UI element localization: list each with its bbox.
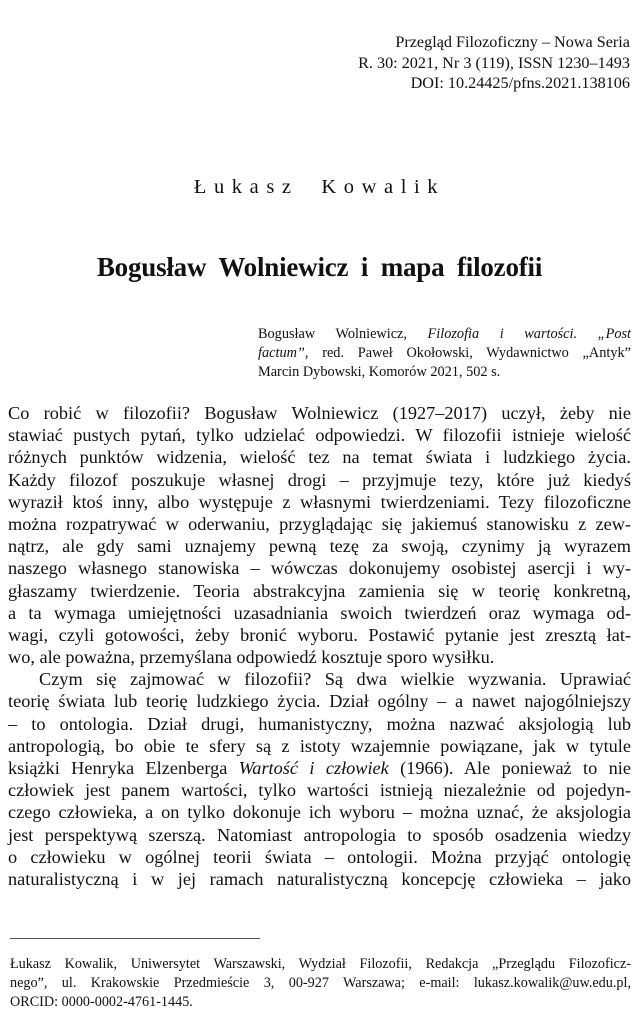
bibref-text: Marcin Dybowski, Komorów 2021, 502 s. <box>258 364 501 380</box>
text-line <box>8 690 631 712</box>
text-line: różnych punktów widzenia, wielość tez na temat świata i ludzkiego życia. <box>8 447 631 468</box>
text-line <box>8 713 631 735</box>
text-line: naszego własnego stanowiska – wówczas dokonujemy osobistej asercji i wy- <box>8 558 631 579</box>
line-text: o człowieku w ogólnej teorii świata – ontologii. Można przyjąć ontologię <box>8 846 631 867</box>
text-line: nątrz, ale gdy sami uznajemy pewną tezę za swoją, czynimy ją wyrazem <box>8 536 631 557</box>
footnote-divider <box>10 938 260 939</box>
text-line: a ta wymaga umiejętności uzasadniania swoich twierdzeń oraz wymaga od- <box>8 602 631 623</box>
article-title: Bogusław Wolniewicz i mapa filozofii <box>96 252 543 282</box>
line-text: antropologią, bo obie te sfery są z istoty wzajemnie powiązane, jak w tytule <box>8 735 631 756</box>
doi: DOI: 10.24425/pfns.2021.138106 <box>410 74 630 92</box>
text-line: Co robić w filozofii? Bogusław Wolniewicz (1927–2017) uczył, żeby nie <box>8 403 631 423</box>
footnote-line: nego”, ul. Krakowskie Przedmieście 3, 00-927 Warszawa; e-mail: lukasz.kowalik@uw.edu.pl, <box>10 975 631 991</box>
text-line <box>8 801 631 823</box>
line-text: teorię świata lub teorię ludzkiego życia. Dział ogólny – a nawet najogólniejszy <box>8 691 631 712</box>
line-text: czego człowieka, a on tylko dokonuje ich wyboru – można uznać, że aksjologia <box>8 802 631 823</box>
bibref-line <box>258 344 631 363</box>
footnote-line: ORCID: 0000-0002-4761-1445. <box>10 994 193 1010</box>
author-name: Łukasz Kowalik <box>193 176 446 198</box>
bibref-italic: Filozofia i wartości. „Post <box>427 326 631 342</box>
bibref-italic: factum” <box>258 345 305 361</box>
line-text: Czym się zajmować w filozofii? Są dwa wielkie wyzwania. Uprawiać <box>39 669 631 690</box>
text-line: wyraził ktoś inny, albo występuje z własnymi twierdzeniami. Tezy filozoficzne <box>8 491 631 512</box>
line-text: naturalistyczną i w jej ramach naturalistyczną koncepcję człowieka – jako <box>8 868 631 889</box>
bibref-line <box>258 325 631 344</box>
text-line: można rozpatrywać w oderwaniu, przyglądając się jakiemuś stanowisku z zew- <box>8 513 631 534</box>
article-body <box>8 402 631 890</box>
text-line: wo, ale poważna, przemyślana odpowiedź kosztuje sporo wysiłku. <box>8 647 495 668</box>
footnote <box>10 955 631 1012</box>
text-line <box>8 779 631 801</box>
text-line <box>8 757 631 779</box>
footnote-line: Łukasz Kowalik, Uniwersytet Warszawski, Wydział Filozofii, Redakcja „Przeglądu Filozoficz- <box>10 956 631 972</box>
text-line <box>8 868 631 890</box>
text-line <box>8 846 631 868</box>
text-line: stawiać pustych pytań, tylko udzielać odpowiedzi. W filozofii istnieje wielość <box>8 425 631 446</box>
line-text: książki Henryka Elzenberga <box>8 758 239 778</box>
text-line <box>8 668 631 690</box>
line-text: człowiek jest panem wartości, tylko wartości istnieją niezależnie od pojedyn- <box>8 780 631 801</box>
text-line <box>8 824 631 846</box>
journal-header <box>358 32 630 94</box>
journal-name: Przegląd Filozoficzny – Nowa Seria <box>395 33 630 51</box>
paragraph-1 <box>8 402 631 668</box>
book-title-italic: Wartość i człowiek <box>238 758 389 778</box>
bibref-text: Bogusław Wolniewicz, <box>258 326 428 342</box>
text-line: głaszamy twierdzenie. Teoria abstrakcyjna zamienia się w teorię konkretną, <box>8 580 631 601</box>
text-line <box>8 735 631 757</box>
bibref-line <box>258 363 631 382</box>
volume-issue: R. 30: 2021, Nr 3 (119), ISSN 1230–1493 <box>358 53 630 72</box>
paragraph-2 <box>8 668 631 890</box>
line-text: jest perspektywą szerszą. Natomiast antropologia to sposób osadzenia wiedzy <box>8 824 631 845</box>
text-line: Każdy filozof poszukuje własnej drogi – przyjmuje tezy, które już kiedyś <box>8 469 631 490</box>
bibref-text: , red. Paweł Okołowski, Wydawnictwo „Antyk” <box>304 345 631 361</box>
line-text: – to ontologia. Dział drugi, humanistyczny, można nazwać aksjologią lub <box>8 713 631 734</box>
line-text: (1966). Ale ponieważ to nie <box>388 758 631 778</box>
text-line: wagi, czyli gotowości, żeby bronić wyboru. Postawić pytanie jest zresztą łat- <box>8 624 631 645</box>
reviewed-book-reference <box>258 325 631 382</box>
